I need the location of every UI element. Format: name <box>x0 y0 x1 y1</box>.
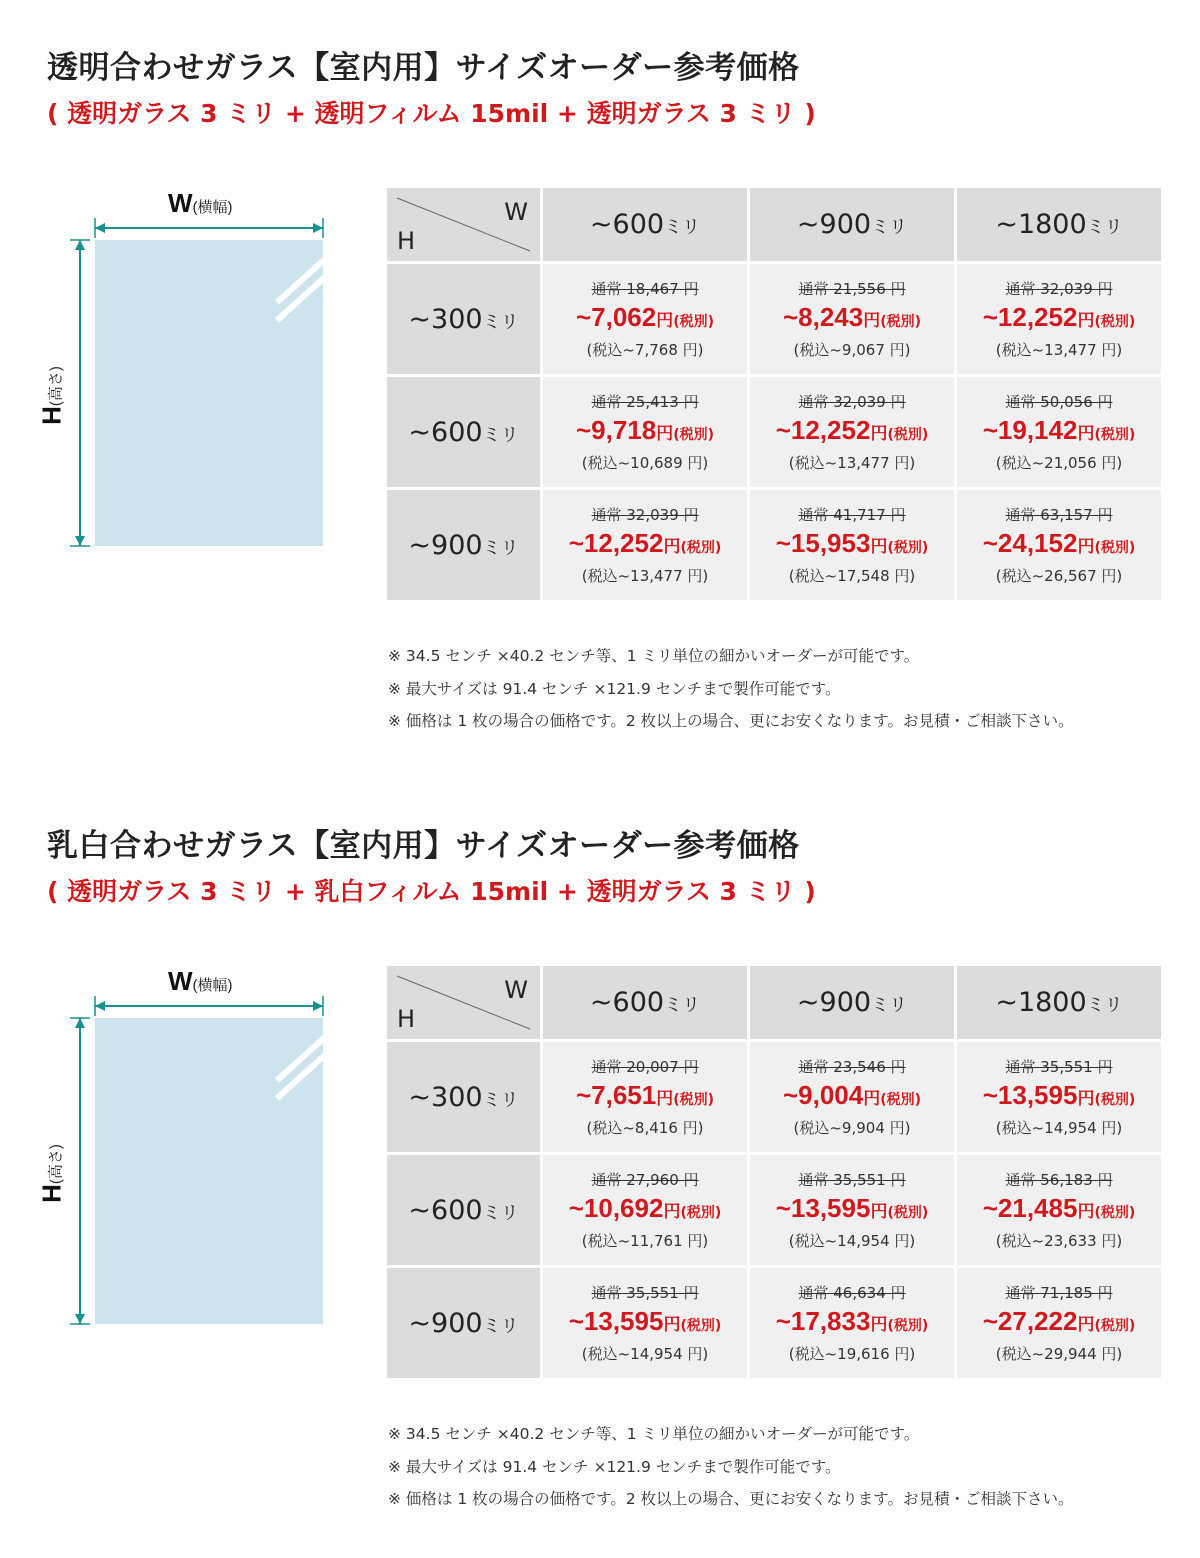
tax-included-price: (税込~14,954 円) <box>788 1231 916 1250</box>
sale-price <box>543 1190 747 1231</box>
sale-price-value: ~9,004 <box>782 1079 864 1110</box>
table-header-row <box>387 966 1161 1039</box>
row-header <box>387 1268 540 1378</box>
row-header <box>387 490 540 600</box>
row-header-value: ~900 <box>408 1307 483 1339</box>
tax-excluded-note: (税別) <box>680 1317 722 1334</box>
regular-price: 通常 25,413 円 <box>591 392 699 411</box>
sale-price-value: ~24,152 <box>982 527 1078 558</box>
regular-price: 通常 41,717 円 <box>798 505 906 524</box>
sale-price-value: ~19,142 <box>982 414 1078 445</box>
yen-unit: 円 <box>1077 1088 1095 1109</box>
tax-excluded-note: (税別) <box>1094 539 1136 556</box>
tax-excluded-note: (税別) <box>680 1204 722 1221</box>
tax-included-price: (税込~14,954 円) <box>581 1344 709 1363</box>
price-cell <box>543 377 747 487</box>
sale-price <box>543 412 747 453</box>
sale-price <box>957 525 1161 566</box>
glass-size-diagram <box>30 180 350 560</box>
tax-included-price: (税込~9,067 円) <box>793 340 911 359</box>
price-cell <box>957 1155 1161 1265</box>
regular-price: 通常 23,546 円 <box>798 1057 906 1076</box>
column-header-unit: ミリ <box>664 217 701 238</box>
table-row <box>387 1268 1161 1378</box>
regular-price: 通常 32,039 円 <box>798 392 906 411</box>
regular-price: 通常 32,039 円 <box>1005 279 1113 298</box>
column-header <box>957 188 1161 261</box>
corner-cell <box>387 188 540 261</box>
column-header-unit: ミリ <box>871 995 908 1016</box>
yen-unit: 円 <box>870 536 888 557</box>
regular-price: 通常 21,556 円 <box>798 279 906 298</box>
tax-excluded-note: (税別) <box>1094 1091 1136 1108</box>
row-header-value: ~600 <box>408 416 483 448</box>
tax-included-price: (税込~23,633 円) <box>995 1231 1123 1250</box>
price-cell <box>543 1268 747 1378</box>
sale-price-value: ~21,485 <box>982 1192 1078 1223</box>
tax-excluded-note: (税別) <box>680 539 722 556</box>
price-cell <box>543 264 747 374</box>
column-header-value: ~900 <box>796 987 872 1018</box>
tax-excluded-note: (税別) <box>880 1091 922 1108</box>
note-item: ※ 価格は 1 枚の場合の価格です。2 枚以上の場合、更にお安くなります。お見積・ご相談下さい。 <box>388 1490 1074 1508</box>
sale-price <box>750 412 954 453</box>
table-row <box>387 1155 1161 1265</box>
sale-price <box>543 525 747 566</box>
tax-excluded-note: (税別) <box>887 539 929 556</box>
price-cell <box>543 1042 747 1152</box>
row-header-unit: ミリ <box>482 537 519 559</box>
yen-unit: 円 <box>1077 310 1095 331</box>
row-header-value: ~300 <box>408 1081 483 1113</box>
sale-price-value: ~13,595 <box>568 1305 664 1336</box>
column-header <box>543 966 747 1039</box>
sale-price-value: ~13,595 <box>775 1192 871 1223</box>
tax-included-price: (税込~17,548 円) <box>788 566 916 585</box>
sale-price-value: ~17,833 <box>775 1305 871 1336</box>
yen-unit: 円 <box>863 1088 881 1109</box>
tax-excluded-note: (税別) <box>673 313 715 330</box>
price-cell <box>543 490 747 600</box>
price-cell <box>957 264 1161 374</box>
table-row <box>387 377 1161 487</box>
tax-included-price: (税込~14,954 円) <box>995 1118 1123 1137</box>
sale-price-value: ~10,692 <box>568 1192 664 1223</box>
note-item: ※ 34.5 センチ ×40.2 センチ等、1 ミリ単位の細かいオーダーが可能です。 <box>388 647 920 665</box>
sale-price-value: ~13,595 <box>982 1079 1078 1110</box>
regular-price: 通常 63,157 円 <box>1005 505 1113 524</box>
price-cell <box>957 377 1161 487</box>
table-row <box>387 490 1161 600</box>
price-cell <box>750 490 954 600</box>
sale-price <box>957 1190 1161 1231</box>
yen-unit: 円 <box>1077 1314 1095 1335</box>
table-row <box>387 264 1161 374</box>
sale-price <box>957 1077 1161 1118</box>
column-header-value: ~600 <box>589 987 665 1018</box>
regular-price: 通常 35,551 円 <box>1005 1057 1113 1076</box>
tax-included-price: (税込~29,944 円) <box>995 1344 1123 1363</box>
sale-price <box>957 412 1161 453</box>
yen-unit: 円 <box>663 536 681 557</box>
sale-price-value: ~9,718 <box>575 414 657 445</box>
row-header <box>387 1155 540 1265</box>
tax-excluded-note: (税別) <box>887 1204 929 1221</box>
tax-excluded-note: (税別) <box>1094 1204 1136 1221</box>
glass-size-diagram <box>30 958 350 1338</box>
glass-pane <box>95 1018 323 1324</box>
height-label: H(高さ) <box>36 1144 67 1203</box>
sale-price <box>750 299 954 340</box>
sale-price <box>543 299 747 340</box>
yen-unit: 円 <box>870 423 888 444</box>
sale-price <box>543 1077 747 1118</box>
column-header-value: ~600 <box>589 209 665 240</box>
column-header-value: ~900 <box>796 209 872 240</box>
regular-price: 通常 56,183 円 <box>1005 1170 1113 1189</box>
regular-price: 通常 35,551 円 <box>798 1170 906 1189</box>
regular-price: 通常 20,007 円 <box>591 1057 699 1076</box>
row-header-unit: ミリ <box>482 311 519 333</box>
tax-included-price: (税込~11,761 円) <box>581 1231 709 1250</box>
column-header-unit: ミリ <box>1086 995 1123 1016</box>
sale-price <box>543 1303 747 1344</box>
row-header-value: ~300 <box>408 303 483 335</box>
note-item: ※ 最大サイズは 91.4 センチ ×121.9 センチまで製作可能です。 <box>388 679 841 698</box>
tax-excluded-note: (税別) <box>673 426 715 443</box>
column-header-unit: ミリ <box>871 217 908 238</box>
yen-unit: 円 <box>656 423 674 444</box>
price-section <box>0 778 1200 1538</box>
sale-price <box>750 1303 954 1344</box>
regular-price: 通常 27,960 円 <box>591 1170 699 1189</box>
yen-unit: 円 <box>663 1201 681 1222</box>
sale-price-value: ~12,252 <box>982 301 1078 332</box>
price-table <box>384 963 1164 1381</box>
sale-price-value: ~12,252 <box>775 414 871 445</box>
yen-unit: 円 <box>863 310 881 331</box>
regular-price: 通常 18,467 円 <box>591 279 699 298</box>
price-cell <box>957 490 1161 600</box>
tax-excluded-note: (税別) <box>1094 426 1136 443</box>
tax-excluded-note: (税別) <box>1094 313 1136 330</box>
regular-price: 通常 35,551 円 <box>591 1283 699 1302</box>
row-header-unit: ミリ <box>482 1315 519 1337</box>
sale-price-value: ~27,222 <box>982 1305 1078 1336</box>
column-header <box>543 188 747 261</box>
column-header-unit: ミリ <box>1086 217 1123 238</box>
section-subtitle: ( 透明ガラス 3 ミリ + 乳白フィルム 15mil + 透明ガラス 3 ミリ ) <box>47 877 816 906</box>
tax-included-price: (税込~13,477 円) <box>995 340 1123 359</box>
sale-price <box>957 299 1161 340</box>
tax-included-price: (税込~7,768 円) <box>586 340 704 359</box>
table-header-row <box>387 188 1161 261</box>
yen-unit: 円 <box>656 1088 674 1109</box>
row-header-unit: ミリ <box>482 424 519 446</box>
tax-included-price: (税込~8,416 円) <box>586 1118 704 1137</box>
price-table <box>384 185 1164 603</box>
sale-price <box>750 525 954 566</box>
tax-included-price: (税込~10,689 円) <box>581 453 709 472</box>
tax-included-price: (税込~21,056 円) <box>995 453 1123 472</box>
height-label: H(高さ) <box>36 366 67 425</box>
table-row <box>387 1042 1161 1152</box>
sale-price-value: ~7,062 <box>575 301 657 332</box>
tax-excluded-note: (税別) <box>673 1091 715 1108</box>
glass-pane <box>95 240 323 546</box>
column-header <box>750 966 954 1039</box>
tax-excluded-note: (税別) <box>1094 1317 1136 1334</box>
yen-unit: 円 <box>870 1201 888 1222</box>
row-header-unit: ミリ <box>482 1202 519 1224</box>
tax-included-price: (税込~26,567 円) <box>995 566 1123 585</box>
price-cell <box>750 264 954 374</box>
price-cell <box>750 1268 954 1378</box>
column-header <box>750 188 954 261</box>
price-cell <box>750 377 954 487</box>
price-cell <box>750 1155 954 1265</box>
note-item: ※ 価格は 1 枚の場合の価格です。2 枚以上の場合、更にお安くなります。お見積・ご相談下さい。 <box>388 712 1074 730</box>
tax-included-price: (税込~19,616 円) <box>788 1344 916 1363</box>
price-section <box>0 0 1200 760</box>
width-label: W(横幅) <box>168 966 233 996</box>
price-cell <box>957 1042 1161 1152</box>
tax-excluded-note: (税別) <box>887 426 929 443</box>
tax-included-price: (税込~13,477 円) <box>581 566 709 585</box>
row-header <box>387 377 540 487</box>
corner-w: W <box>504 198 528 226</box>
yen-unit: 円 <box>870 1314 888 1335</box>
column-header-value: ~1800 <box>995 209 1087 240</box>
price-cell <box>750 1042 954 1152</box>
row-header <box>387 264 540 374</box>
section-title: 乳白合わせガラス【室内用】サイズオーダー参考価格 <box>47 828 800 864</box>
tax-included-price: (税込~13,477 円) <box>788 453 916 472</box>
notes-list <box>388 1418 1073 1516</box>
sale-price-value: ~8,243 <box>782 301 864 332</box>
note-item: ※ 最大サイズは 91.4 センチ ×121.9 センチまで製作可能です。 <box>388 1457 841 1476</box>
corner-w: W <box>504 976 528 1004</box>
corner-cell <box>387 966 540 1039</box>
column-header-value: ~1800 <box>995 987 1087 1018</box>
yen-unit: 円 <box>1077 423 1095 444</box>
regular-price: 通常 32,039 円 <box>591 505 699 524</box>
row-header-value: ~900 <box>408 529 483 561</box>
sale-price <box>750 1190 954 1231</box>
row-header-unit: ミリ <box>482 1089 519 1111</box>
price-cell <box>957 1268 1161 1378</box>
width-label: W(横幅) <box>168 188 233 218</box>
tax-excluded-note: (税別) <box>887 1317 929 1334</box>
column-header <box>957 966 1161 1039</box>
price-cell <box>543 1155 747 1265</box>
regular-price: 通常 71,185 円 <box>1005 1283 1113 1302</box>
row-header <box>387 1042 540 1152</box>
corner-h: H <box>397 227 416 255</box>
corner-h: H <box>397 1005 416 1033</box>
sale-price-value: ~7,651 <box>575 1079 657 1110</box>
yen-unit: 円 <box>656 310 674 331</box>
sale-price-value: ~12,252 <box>568 527 664 558</box>
sale-price <box>750 1077 954 1118</box>
tax-included-price: (税込~9,904 円) <box>793 1118 911 1137</box>
yen-unit: 円 <box>1077 536 1095 557</box>
tax-excluded-note: (税別) <box>880 313 922 330</box>
yen-unit: 円 <box>663 1314 681 1335</box>
sale-price-value: ~15,953 <box>775 527 871 558</box>
section-title: 透明合わせガラス【室内用】サイズオーダー参考価格 <box>47 50 800 86</box>
sale-price <box>957 1303 1161 1344</box>
regular-price: 通常 50,056 円 <box>1005 392 1113 411</box>
notes-list <box>388 640 1073 738</box>
section-subtitle: ( 透明ガラス 3 ミリ + 透明フィルム 15mil + 透明ガラス 3 ミリ ) <box>47 99 816 128</box>
yen-unit: 円 <box>1077 1201 1095 1222</box>
regular-price: 通常 46,634 円 <box>798 1283 906 1302</box>
note-item: ※ 34.5 センチ ×40.2 センチ等、1 ミリ単位の細かいオーダーが可能です。 <box>388 1425 920 1443</box>
column-header-unit: ミリ <box>664 995 701 1016</box>
row-header-value: ~600 <box>408 1194 483 1226</box>
